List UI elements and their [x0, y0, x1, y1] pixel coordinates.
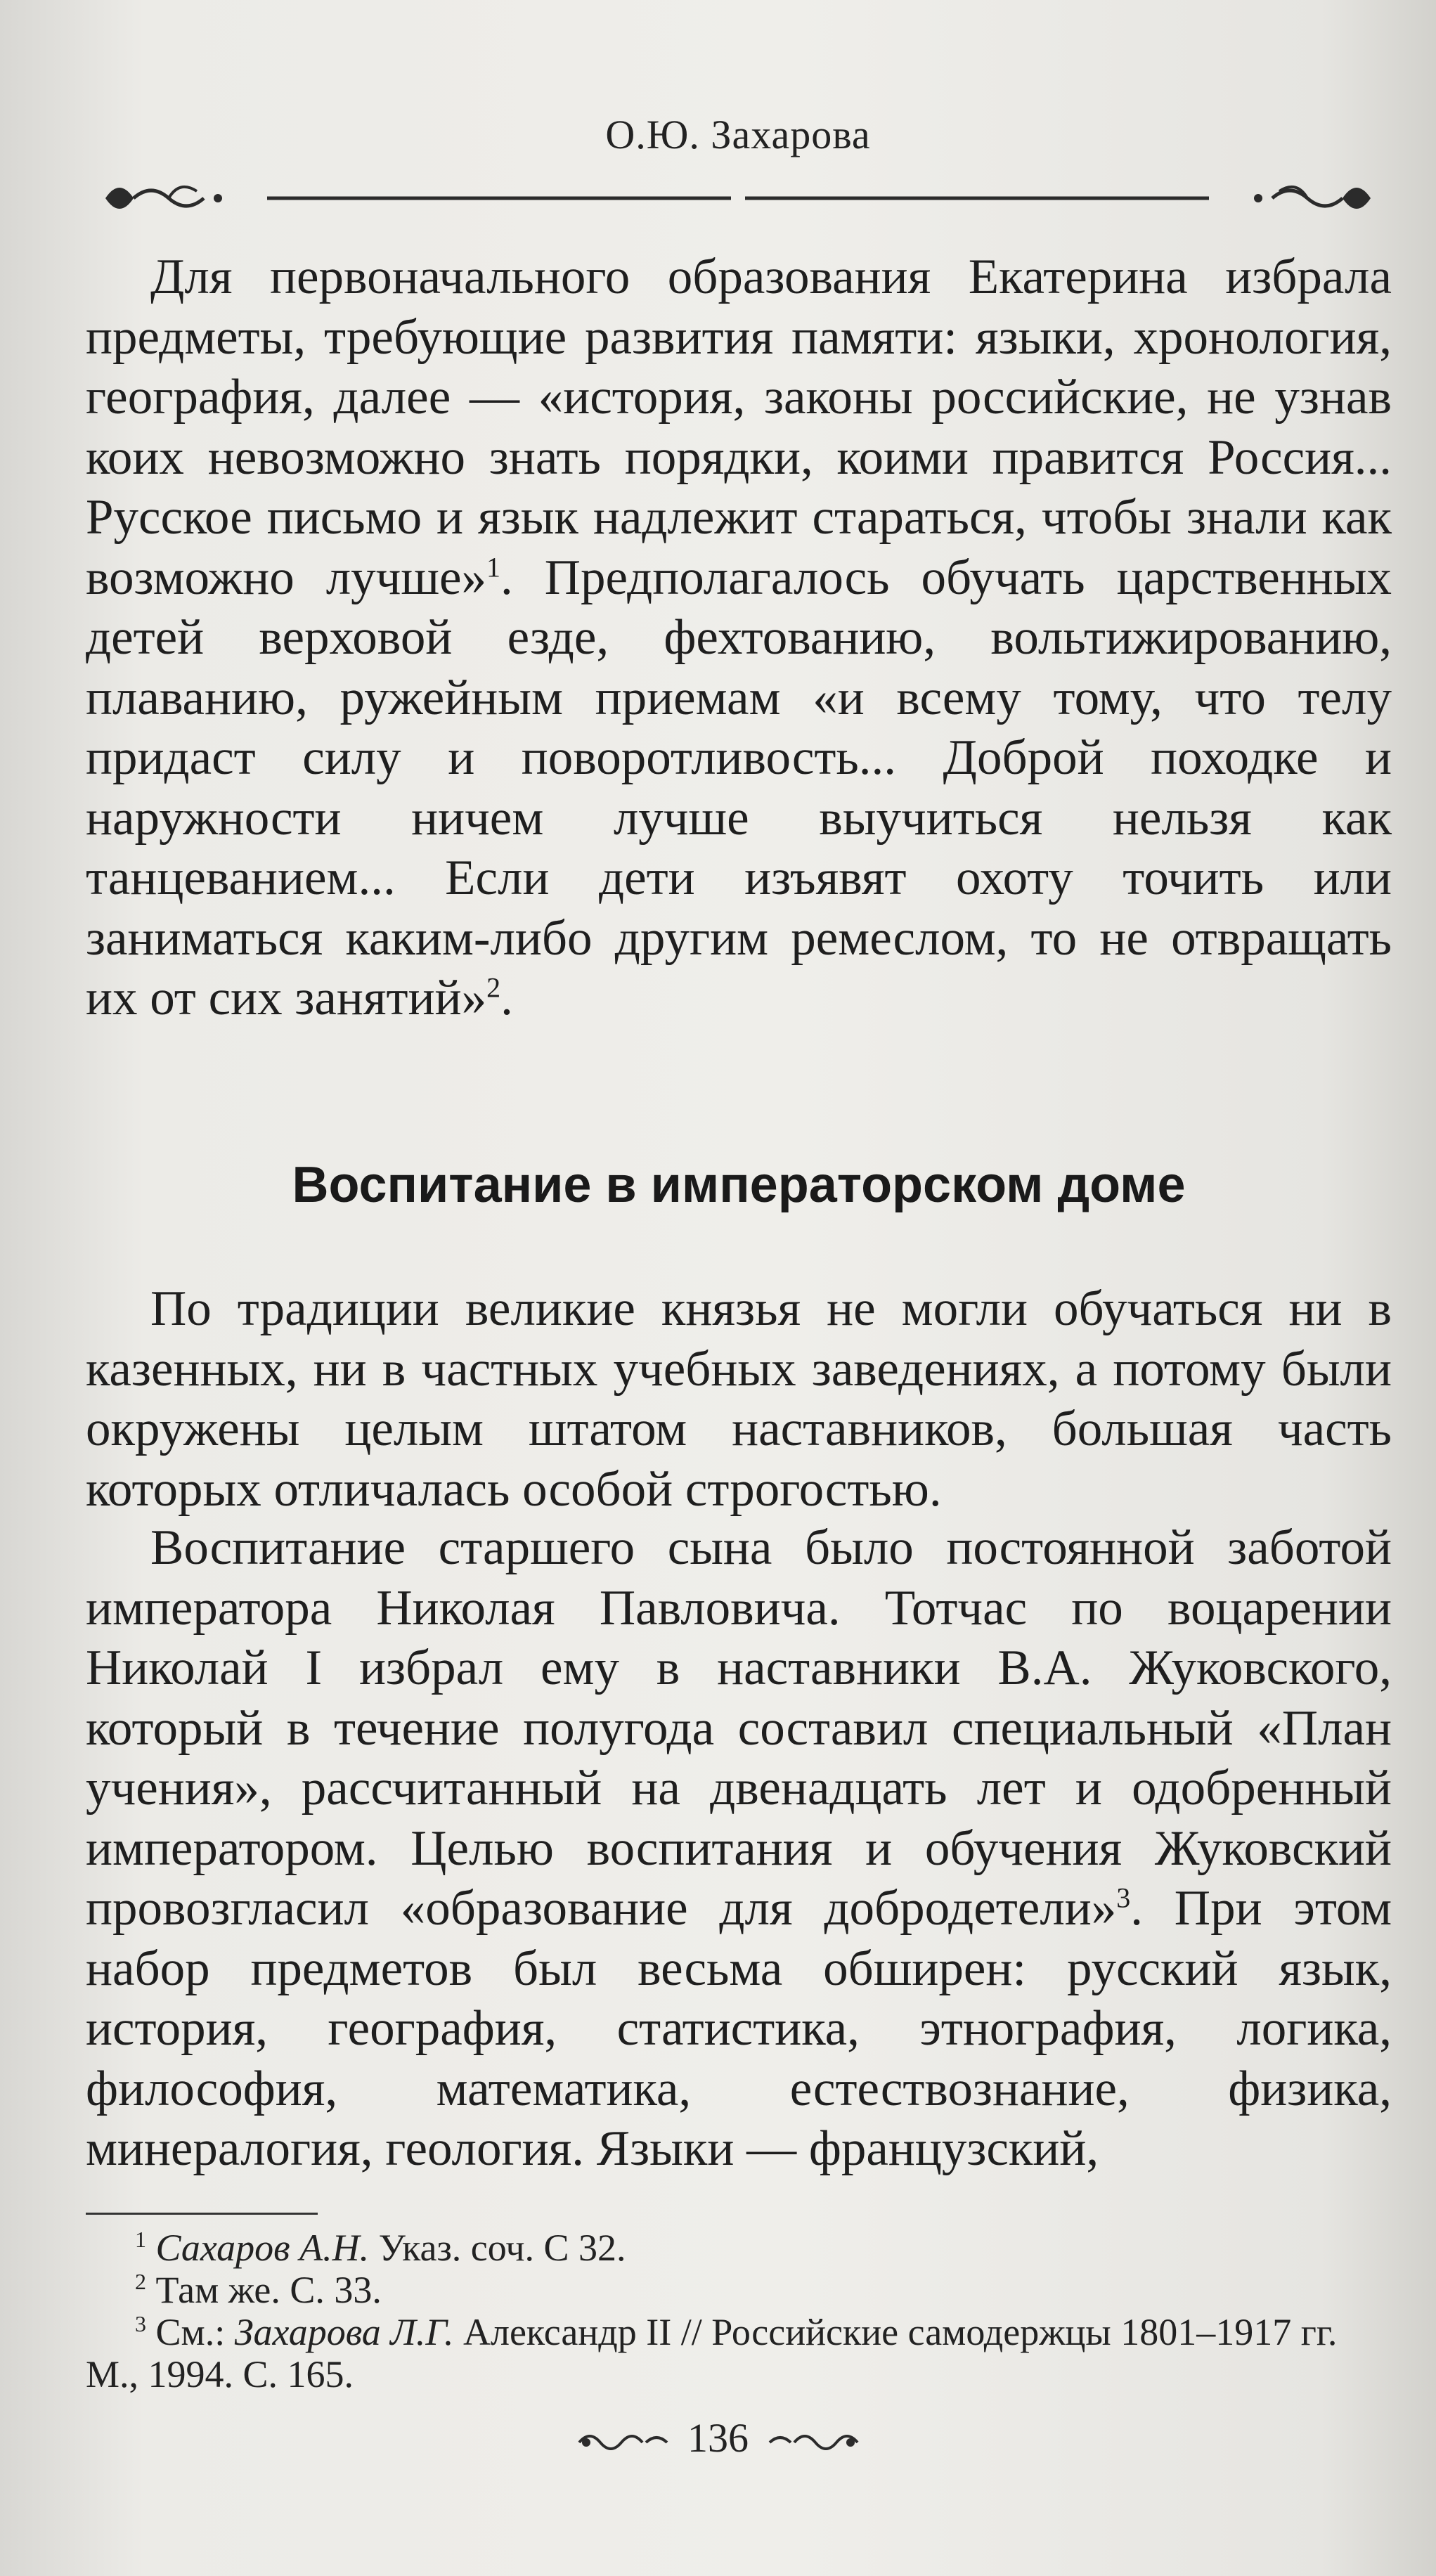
footnotes	[86, 2227, 1392, 2395]
footnote-2-number: 2	[135, 2269, 146, 2294]
ornamental-rule-left	[84, 170, 731, 226]
footnote-3-text: Александр II // Российские самодержцы 1801–1917 гг. М., 1994. С. 165.	[86, 2311, 1338, 2395]
footnote-separator	[86, 2213, 318, 2215]
page-number: 136	[687, 2415, 749, 2461]
footnote-reference[interactable]: 3	[1116, 1882, 1131, 1914]
paragraph-1-text	[86, 247, 1392, 1029]
text-run: .	[500, 971, 513, 1025]
ornamental-rule-right	[745, 170, 1392, 226]
page-footer	[0, 2414, 1436, 2461]
paragraph-3-text	[86, 1518, 1392, 2180]
paragraph-1	[86, 247, 1392, 1029]
running-head: О.Ю. Захарова	[605, 112, 871, 157]
footnote-1-number: 1	[135, 2227, 146, 2252]
section-heading: Воспитание в императорском доме	[292, 1157, 1186, 1213]
footnote-3-number: 3	[135, 2311, 146, 2336]
footnote-3-author: Захарова Л.Г.	[234, 2311, 454, 2353]
page-header	[84, 84, 1392, 246]
footnote-1-text: Указ. соч. С 32.	[369, 2227, 626, 2269]
text-run: Воспитание старшего сына было постоянной заботой императора Николая Павловича. Тотчас по воцарении Николай I избрал ему в наставники В.А. Жуковского, который в течение полугода составил специальный «План учения», рассчитанный на двенадцать лет и одобренный императором. Целью воспитания и обучения Жуковский провозгласил «образование для добродетели»	[86, 1520, 1392, 1936]
footnote-2	[86, 2269, 1392, 2311]
text-run: . При этом набор предметов был весьма обширен: русский язык, история, география, статистика, этнография, логика, философия, математика, естествознание, физика, минералогия, геология. Языки — французский,	[86, 1881, 1392, 2176]
folio-ornament-right-icon	[759, 2425, 865, 2460]
folio-ornament-left-icon	[572, 2425, 678, 2460]
paragraph-2-text: По традиции великие князья не могли обучаться ни в казенных, ни в частных учебных заведениях, а потому были окружены целым штатом наставников, большая часть которых отличалась особой строгостью.	[86, 1281, 1392, 1517]
footnote-1-author: Сахаров А.Н.	[155, 2227, 370, 2269]
footnote-2-text: Там же. С. 33.	[155, 2269, 382, 2311]
footnote-3	[86, 2311, 1392, 2395]
footnote-3-prefix: См.:	[155, 2311, 235, 2353]
footnote-reference[interactable]: 1	[486, 550, 501, 583]
paragraph-2	[86, 1279, 1392, 1520]
footnote-1	[86, 2227, 1392, 2269]
text-run: . Предполагалось обучать царственных детей верховой езде, фехтованию, вольтижированию, плаванию, ружейным приемам «и всему тому, что телу придаст силу и поворотливость... Доброй походке и наружности ничем лучше выучиться нельзя как танцеванием... Если дети изъявят охоту точить или заниматься каким-либо другим ремеслом, то не отвращать их от сих занятий»	[86, 550, 1392, 1025]
footnote-reference[interactable]: 2	[486, 971, 501, 1004]
paragraph-3	[86, 1518, 1392, 2180]
text-run: Для первоначального образования Екатерина избрала предметы, требующие развития памяти: языки, хронология, география, далее — «история, законы российские, не узнав коих невозможно знать порядки, коими правится Россия... Русское письмо и язык надлежит стараться, чтобы знали как возможно лучше»	[86, 250, 1392, 605]
